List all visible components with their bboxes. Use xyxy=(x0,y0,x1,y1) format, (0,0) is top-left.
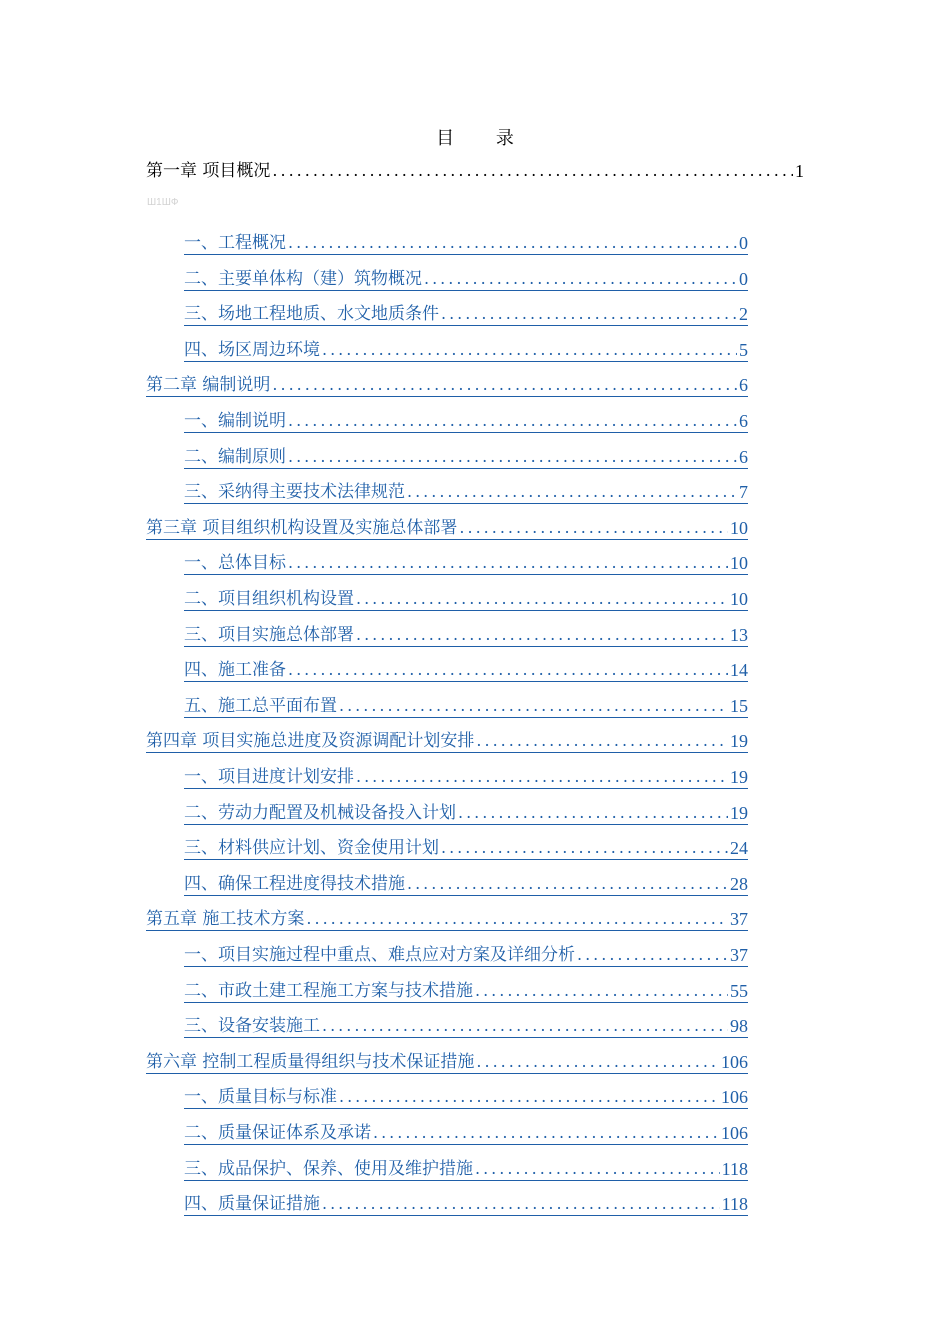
toc-page-number: 24 xyxy=(730,838,748,859)
toc-dot-leader xyxy=(288,446,737,468)
toc-entry-title: 第三章 项目组织机构设置及实施总体部署 xyxy=(146,517,458,538)
toc-dot-leader xyxy=(475,1158,720,1180)
toc-dot-leader xyxy=(459,517,728,539)
toc-section-entry[interactable] xyxy=(184,622,748,647)
toc-entry-title: 一、项目实施过程中重点、难点应对方案及详细分析 xyxy=(184,945,575,965)
toc-page-number: 37 xyxy=(730,909,748,930)
toc-page-number: 14 xyxy=(730,660,748,681)
toc-chapter-entry xyxy=(146,158,804,182)
toc-section-entry[interactable] xyxy=(184,230,748,255)
toc-chapter-entry[interactable] xyxy=(146,728,748,753)
toc-entry-title: 四、质量保证措施 xyxy=(184,1194,320,1215)
toc-page-number: 55 xyxy=(730,980,748,1001)
toc-entry-title: 二、劳动力配置及机械设备投入计划 xyxy=(184,802,456,823)
toc-dot-leader xyxy=(322,1015,728,1037)
toc-entry-title: 四、确保工程进度得技术措施 xyxy=(184,873,405,894)
toc-page-number: 10 xyxy=(730,553,748,574)
toc-page-number: 15 xyxy=(730,695,748,716)
toc-dot-leader xyxy=(288,552,728,574)
toc-chapter-entry[interactable] xyxy=(146,515,748,540)
toc-section-entry[interactable] xyxy=(184,693,748,718)
toc-page-number: 106 xyxy=(721,1123,748,1143)
toc-section-entry[interactable] xyxy=(184,942,748,967)
toc-dot-leader xyxy=(407,481,737,503)
toc-dot-leader xyxy=(373,1122,719,1144)
toc-entry-title: 二、市政土建工程施工方案与技术措施 xyxy=(184,980,473,1001)
toc-page-number: 0 xyxy=(739,268,748,289)
toc-dot-leader xyxy=(288,232,737,254)
toc-chapter-entry[interactable] xyxy=(146,372,748,397)
toc-page-number: 98 xyxy=(730,1016,748,1037)
toc-entry-title: 一、编制说明 xyxy=(184,411,286,431)
toc-entry-title: 三、场地工程地质、水文地质条件 xyxy=(184,304,439,325)
toc-dot-leader xyxy=(339,1086,719,1108)
toc-dot-leader xyxy=(475,980,728,1002)
toc-page-number: 10 xyxy=(730,517,748,538)
toc-entry-title: 二、质量保证体系及承诺 xyxy=(184,1123,371,1143)
toc-section-entry[interactable] xyxy=(184,586,748,611)
toc-entry-title: 第四章 项目实施总进度及资源调配计划安排 xyxy=(146,731,475,752)
toc-page-number: 118 xyxy=(721,1194,748,1215)
toc-page-number: 106 xyxy=(721,1087,748,1108)
toc-section-entry[interactable] xyxy=(184,479,748,504)
toc-dot-leader xyxy=(356,588,728,610)
toc-dot-leader xyxy=(288,659,728,681)
toc-dot-leader xyxy=(458,802,728,824)
toc-section-entry[interactable] xyxy=(184,800,748,825)
toc-entry-title: 三、材料供应计划、资金使用计划 xyxy=(184,838,439,859)
toc-page-number: 1 xyxy=(795,161,804,181)
toc-dot-leader xyxy=(577,944,728,966)
toc-page-number: 10 xyxy=(730,589,748,609)
toc-section-entry[interactable] xyxy=(184,337,748,362)
toc-dot-leader xyxy=(272,160,793,182)
toc-entry-title: 一、项目进度计划安排 xyxy=(184,767,354,787)
toc-chapter-entry[interactable] xyxy=(146,906,748,931)
toc-section-entry[interactable] xyxy=(184,1084,748,1109)
faint-field-code: Ш1ШФ xyxy=(147,197,179,208)
toc-section-entry[interactable] xyxy=(184,1120,748,1145)
toc-section-entry[interactable] xyxy=(184,1191,748,1216)
toc-page-number: 13 xyxy=(730,624,748,645)
toc-dot-leader xyxy=(441,303,737,325)
toc-page-number: 118 xyxy=(721,1158,748,1179)
toc-entry-title: 二、项目组织机构设置 xyxy=(184,589,354,609)
toc-entry-title: 一、质量目标与标准 xyxy=(184,1087,337,1108)
toc-page-number: 28 xyxy=(730,873,748,894)
toc-entry-title: 五、施工总平面布置 xyxy=(184,695,337,716)
toc-entry-title: 二、主要单体构（建）筑物概况 xyxy=(184,268,422,289)
toc-section-entry[interactable] xyxy=(184,978,748,1003)
toc-entry-title: 三、设备安装施工 xyxy=(184,1016,320,1037)
toc-entry-title: 四、场区周边环境 xyxy=(184,339,320,360)
toc-page-number: 0 xyxy=(739,233,748,253)
toc-entry-title: 三、成品保护、保养、使用及维护措施 xyxy=(184,1158,473,1179)
toc-chapter-entry[interactable] xyxy=(146,1049,748,1074)
toc-dot-leader xyxy=(322,339,737,361)
toc-dot-leader xyxy=(322,1193,720,1215)
toc-page-number: 6 xyxy=(739,411,748,431)
page-title: 目 录 xyxy=(436,128,532,149)
toc-entry-title: 第二章 编制说明 xyxy=(146,375,271,396)
toc-entry-title: 四、施工准备 xyxy=(184,660,286,681)
toc-dot-leader xyxy=(288,410,737,432)
toc-section-entry[interactable] xyxy=(184,550,748,575)
toc-section-entry[interactable] xyxy=(184,1156,748,1181)
toc-section-entry[interactable] xyxy=(184,266,748,291)
toc-entry-title: 第五章 施工技术方案 xyxy=(146,909,305,930)
toc-page-number: 19 xyxy=(730,731,748,752)
toc-page-number: 6 xyxy=(739,375,748,396)
toc-dot-leader xyxy=(356,766,728,788)
toc-section-entry[interactable] xyxy=(184,301,748,326)
toc-page-number: 37 xyxy=(730,945,748,965)
toc-page-number: 106 xyxy=(721,1051,748,1072)
toc-dot-leader xyxy=(441,837,728,859)
toc-entry-title: 三、项目实施总体部署 xyxy=(184,624,354,645)
toc-section-entry[interactable] xyxy=(184,657,748,682)
toc-section-entry[interactable] xyxy=(184,444,748,469)
toc-page-number: 7 xyxy=(739,482,748,503)
toc-section-entry[interactable] xyxy=(184,1013,748,1038)
toc-dot-leader xyxy=(272,374,737,396)
toc-entry-title: 一、总体目标 xyxy=(184,553,286,574)
toc-dot-leader xyxy=(407,873,728,895)
toc-entry-title: 第一章 项目概况 xyxy=(146,161,271,181)
toc-dot-leader xyxy=(476,730,728,752)
toc-entry-title: 二、编制原则 xyxy=(184,446,286,467)
toc-dot-leader xyxy=(339,695,728,717)
toc-entry-title: 一、工程概况 xyxy=(184,233,286,253)
toc-page-number: 2 xyxy=(739,304,748,325)
toc-page-number: 6 xyxy=(739,446,748,467)
toc-entry-title: 三、采纳得主要技术法律规范 xyxy=(184,482,405,503)
toc-section-entry[interactable] xyxy=(184,871,748,896)
toc-dot-leader xyxy=(356,624,728,646)
toc-page-number: 19 xyxy=(730,802,748,823)
toc-dot-leader xyxy=(424,268,737,290)
toc-page-number: 5 xyxy=(739,339,748,360)
toc-entry-title: 第六章 控制工程质量得组织与技术保证措施 xyxy=(146,1051,475,1072)
toc-section-entry[interactable] xyxy=(184,408,748,433)
toc-section-entry[interactable] xyxy=(184,835,748,860)
toc-page-number: 19 xyxy=(730,767,748,787)
toc-section-entry[interactable] xyxy=(184,764,748,789)
toc-dot-leader xyxy=(306,908,728,930)
toc-dot-leader xyxy=(476,1051,719,1073)
